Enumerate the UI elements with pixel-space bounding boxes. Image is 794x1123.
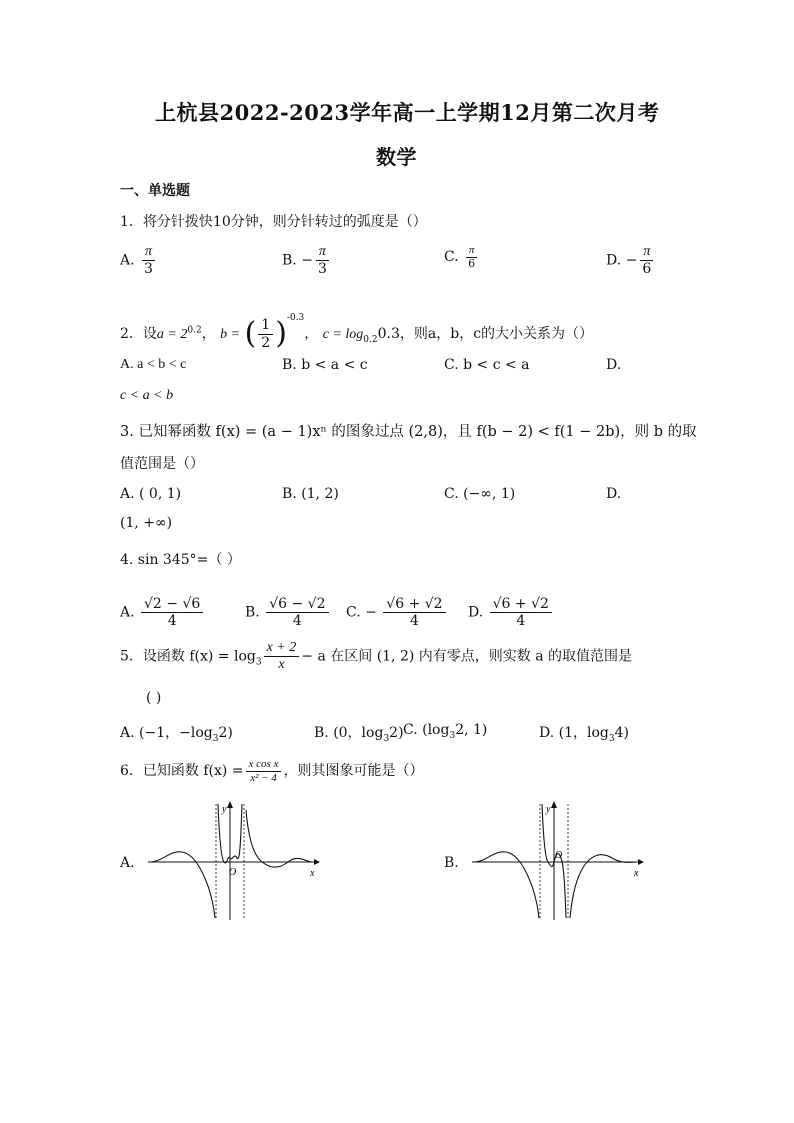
option-label: A. (120, 604, 135, 621)
option-text: B. (0，log (314, 725, 384, 741)
question-3-option-d: (1, +∞) (120, 515, 173, 531)
separator: ， (201, 326, 216, 342)
question-6-stem (120, 758, 423, 784)
axis-y-label: y (546, 804, 551, 815)
question-5-suffix: − a 在区间 (1, 2) 内有零点，则实数 a 的取值范围是 (301, 648, 633, 665)
question-1-stem: 1．将分针拨快10分钟，则分针转过的弧度是（） (120, 214, 427, 230)
c-definition: c = log (322, 327, 364, 342)
log-base: 3 (449, 730, 456, 741)
question-4-option-d (468, 596, 554, 629)
b-definition: b = (220, 327, 241, 342)
left-paren: ( (244, 316, 257, 351)
option-text: C. (log (403, 722, 450, 738)
question-3-line-2: 值范围是（） (120, 456, 204, 472)
origin-label: O (555, 850, 563, 861)
question-5-stem (120, 640, 632, 673)
a-exponent: 0.2 (187, 325, 202, 336)
fraction-numerator: π (466, 244, 478, 258)
fraction-numerator: π (640, 244, 653, 261)
question-4-option-a (120, 596, 205, 629)
a-definition: a = 2 (156, 327, 188, 342)
question-1-option-a (120, 244, 158, 277)
question-5-option-c (403, 722, 487, 741)
fraction-denominator: 4 (409, 613, 419, 630)
question-6-graph-b (466, 800, 646, 922)
minus-sign: − (301, 252, 313, 269)
option-label: B. (245, 604, 260, 621)
fraction-numerator: π (142, 244, 155, 261)
fraction-numerator: π (316, 244, 329, 261)
question-4-stem: 4. sin 345°=（ ） (120, 552, 241, 568)
question-6-option-a-label: A. (120, 855, 135, 871)
question-3-option-d-label: D. (606, 486, 622, 502)
question-4-option-b (245, 596, 331, 629)
option-label: D. (468, 604, 484, 621)
option-text: D. (1，log (539, 725, 609, 741)
fraction-denominator: 2 (261, 334, 271, 351)
option-text: 4) (614, 725, 629, 741)
axis-x-label: x (310, 868, 315, 879)
log-base: 0.2 (363, 334, 378, 345)
fraction-numerator: √6 + √2 (490, 596, 552, 613)
question-3-option-a: A. ( 0, 1) (120, 486, 182, 502)
question-5-paren: ( ) (146, 690, 162, 706)
log-base: 3 (608, 733, 615, 744)
minus-sign: − (625, 252, 638, 269)
origin-label: O (229, 867, 237, 878)
separator: ， (304, 326, 319, 342)
question-6-prefix: 6．已知函数 f(x) = (120, 763, 244, 780)
question-2-option-b: B. b < a < c (282, 357, 368, 373)
log-argument: 0.3 (377, 326, 400, 342)
exam-subject: 数学 (376, 145, 417, 169)
fraction-numerator: √2 − √6 (141, 596, 203, 613)
question-3-line-1: 3. 已知幂函数 f(x) = (a − 1)xⁿ 的图象过点 (2,8)，且 f(b − 2) < f(1 − 2b)，则 b 的取 (120, 424, 697, 440)
option-label: C. (444, 249, 459, 266)
question-5-option-a (120, 722, 233, 744)
fraction-numerator: x cos x (246, 758, 282, 772)
question-2-suffix: ，则a，b，c的大小关系为（） (399, 326, 594, 342)
fraction-denominator: 3 (144, 261, 153, 278)
question-2-option-d: c < a < b (120, 388, 174, 403)
question-3-option-c: C. (−∞, 1) (444, 486, 516, 502)
question-2-option-d-label: D. (606, 357, 622, 373)
section-heading: 一、单选题 (120, 183, 190, 199)
question-2-option-a: A. a < b < c (120, 357, 187, 372)
question-6-option-b-label: B. (444, 855, 459, 871)
fraction-denominator: x (278, 657, 285, 673)
fraction-denominator: 4 (516, 613, 526, 630)
fraction-denominator: 6 (468, 256, 476, 270)
fraction-denominator: 4 (167, 613, 177, 630)
fraction-numerator: √6 + √2 (383, 596, 445, 613)
right-paren: ) (275, 316, 287, 351)
option-text: A. (−1，−log (120, 725, 213, 741)
question-3-option-b: B. (1, 2) (282, 486, 339, 502)
exam-title: 上杭县2022-2023学年高一上学期12月第二次月考 (155, 100, 660, 125)
fraction-numerator: √6 − √2 (266, 596, 328, 613)
option-label: A. (120, 252, 135, 269)
fraction-denominator: x² − 4 (250, 771, 277, 784)
question-5-prefix: 5．设函数 f(x) = log (120, 648, 256, 665)
fraction-numerator: x + 2 (264, 640, 300, 657)
option-label: C. − (346, 604, 377, 621)
axis-y-label: y (222, 804, 227, 815)
question-2-option-c: C. b < c < a (444, 357, 530, 373)
fraction-denominator: 3 (317, 261, 327, 278)
question-1-option-d (606, 244, 656, 277)
question-6-graph-a (142, 800, 322, 922)
question-6-suffix: ，则其图象可能是（） (283, 763, 424, 780)
option-label: D. (606, 252, 622, 269)
axis-x-label: x (634, 868, 639, 879)
question-1-option-c (444, 244, 480, 270)
question-2-stem (120, 300, 593, 358)
question-5-option-b (314, 722, 404, 744)
option-label: B. (282, 252, 297, 269)
fraction-denominator: 6 (642, 261, 652, 278)
option-text: 2) (218, 725, 233, 741)
log-base: 3 (212, 733, 219, 744)
question-1-option-b (282, 244, 332, 277)
log-base: 3 (255, 657, 262, 668)
fraction-denominator: 4 (292, 613, 302, 630)
b-exponent: -0.3 (286, 313, 305, 323)
option-text: 2) (389, 725, 404, 741)
question-5-option-d (539, 722, 629, 744)
question-4-option-c (346, 596, 448, 629)
option-text: 2, 1) (455, 722, 488, 738)
log-base: 3 (383, 733, 390, 744)
fraction-numerator: 1 (258, 317, 273, 334)
question-2-prefix: 2．设 (120, 326, 157, 342)
